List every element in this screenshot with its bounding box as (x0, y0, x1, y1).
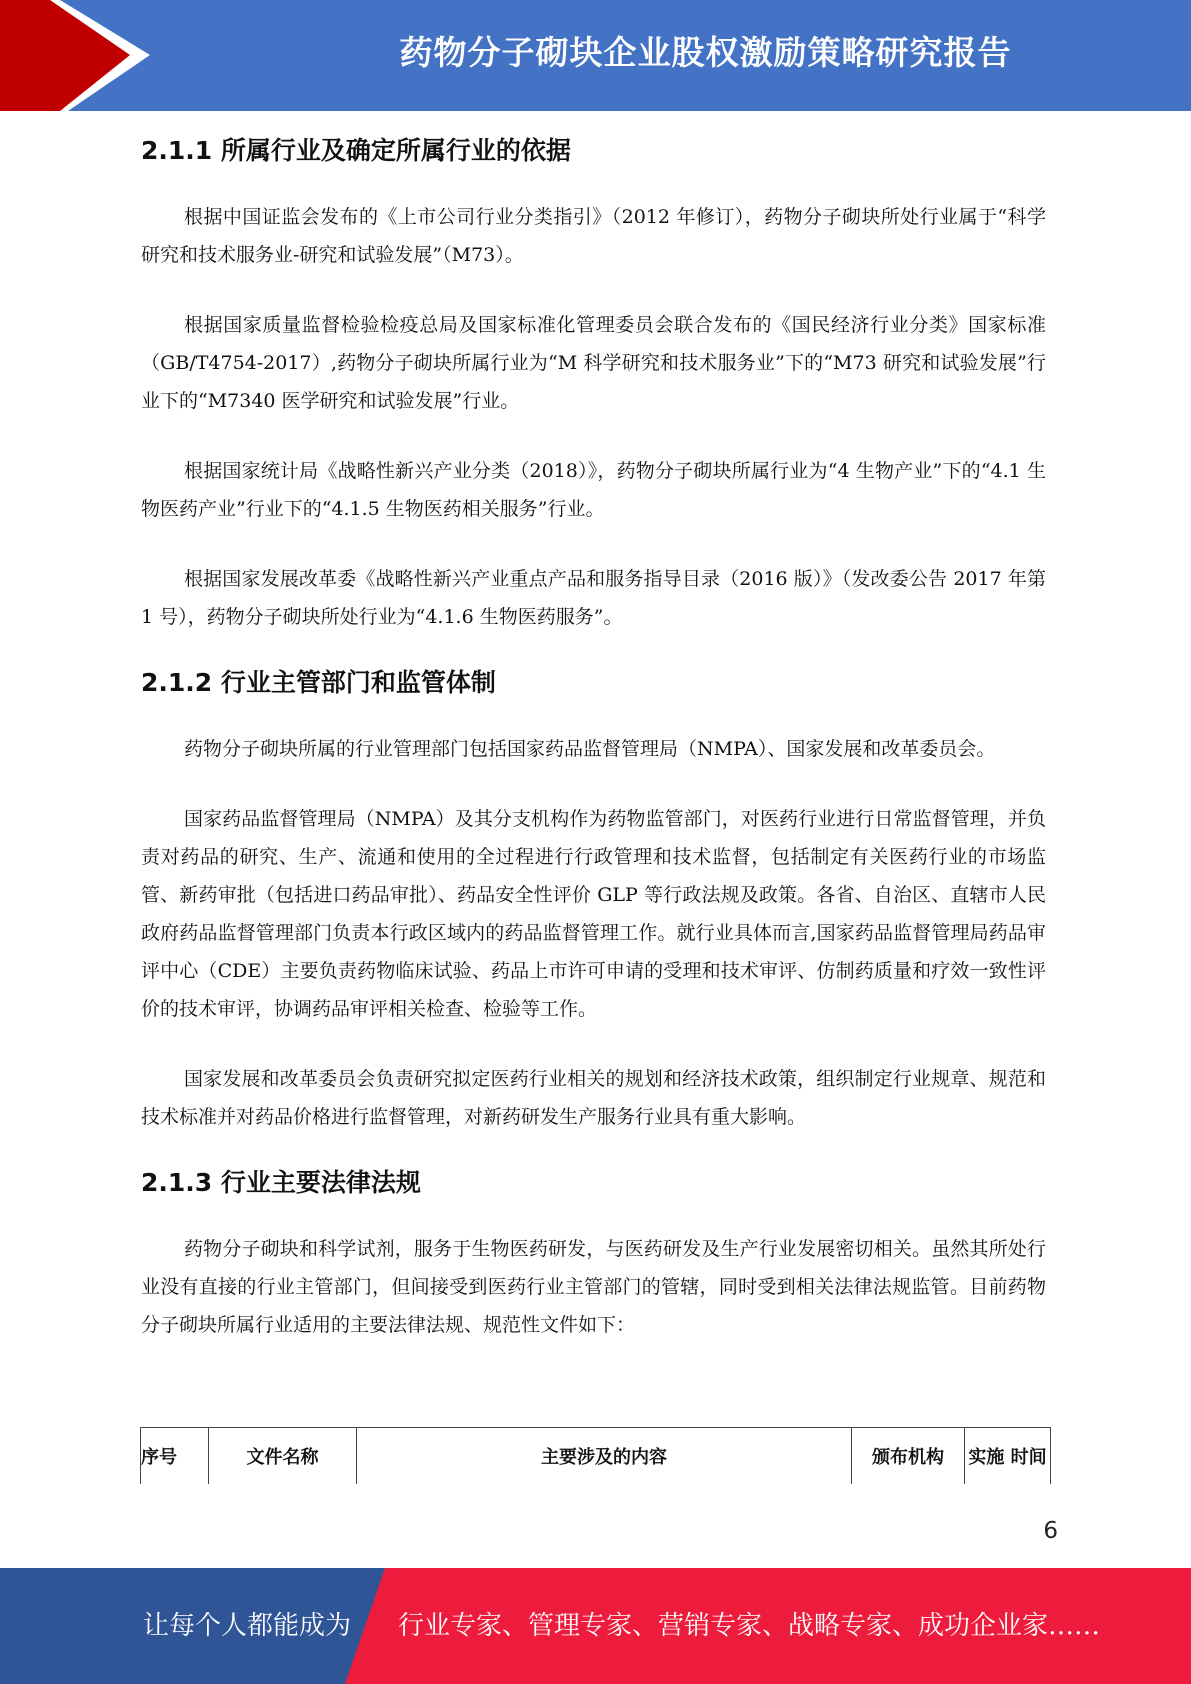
paragraph: 国家药品监督管理局（NMPA）及其分支机构作为药物监管部门，对医药行业进行日常监督管理，并负责对药品的研究、生产、流通和使用的全过程进行行政管理和技术监督，包括制定有关医药行业的市场监管、新药审批（包括进口药品审批）、药品安全性评价 GLP 等行政法规及政策。各省、自治区、直辖市人民政府药品监督管理部门负责本行政区域内的药品监督管理工作。就行业具体而言,国家药品监督管理局药品审评中心（CDE）主要负责药物临床试验、药品上市许可申请的受理和技术审评、仿制药质量和疗效一致性评价的技术审评，协调药品审评相关检查、检验等工作。 (141, 808, 1046, 1020)
paragraph: 国家发展和改革委员会负责研究拟定医药行业相关的规划和经济技术政策，组织制定行业规章、规范和技术标准并对药品价格进行监督管理，对新药研发生产服务行业具有重大影响。 (141, 1068, 1046, 1128)
section-heading-2-1-2: 2.1.2 行业主管部门和监管体制 (141, 668, 496, 697)
column-header-main-content: 主要涉及的内容 (357, 1428, 852, 1485)
column-header-issuing-body: 颁布机构 (852, 1428, 965, 1485)
paragraph: 根据国家统计局《战略性新兴产业分类（2018）》，药物分子砌块所属行业为“4 生物产业”下的“4.1 生物医药产业”行业下的“4.1.5 生物医药相关服务”行业。 (141, 460, 1046, 520)
footer-slogan-left: 让每个人都能成为 (143, 1611, 352, 1641)
report-title: 药物分子砌块企业股权激励策略研究报告 (399, 33, 1012, 72)
column-header-index: 序号 (141, 1428, 209, 1485)
column-header-document-name: 文件名称 (209, 1428, 357, 1485)
section-heading-2-1-1: 2.1.1 所属行业及确定所属行业的依据 (141, 136, 571, 165)
column-header-effective-date: 实施 时间 (965, 1428, 1051, 1485)
main-content (141, 128, 1046, 1344)
table-header-row (141, 1428, 1051, 1485)
page-footer-banner (0, 1568, 1191, 1684)
footer-slogan-right: 行业专家、管理专家、营销专家、战略专家、成功企业家…… (398, 1611, 1101, 1641)
section-heading-2-1-3: 2.1.3 行业主要法律法规 (141, 1168, 421, 1197)
paragraph: 药物分子砌块所属的行业管理部门包括国家药品监督管理局（NMPA）、国家发展和改革委员会。 (184, 738, 996, 760)
paragraph: 根据中国证监会发布的《上市公司行业分类指引》（2012 年修订），药物分子砌块所处行业属于“科学研究和技术服务业-研究和试验发展”（M73）。 (141, 206, 1046, 266)
paragraph: 药物分子砌块和科学试剂，服务于生物医药研发，与医药研发及生产行业发展密切相关。虽然其所处行业没有直接的行业主管部门，但间接受到医药行业主管部门的管辖，同时受到相关法律法规监管。目前药物分子砌块所属行业适用的主要法律法规、规范性文件如下： (141, 1238, 1046, 1336)
regulations-table (140, 1427, 1051, 1484)
paragraph: 根据国家质量监督检验检疫总局及国家标准化管理委员会联合发布的《国民经济行业分类》国家标准（GB/T4754-2017）,药物分子砌块所属行业为“M 科学研究和技术服务业”下的“M73 研究和试验发展”行业下的“M7340 医学研究和试验发展”行业。 (141, 314, 1046, 412)
page-number: 6 (1043, 1518, 1058, 1544)
paragraph: 根据国家发展改革委《战略性新兴产业重点产品和服务指导目录（2016 版）》（发改委公告 2017 年第 1 号），药物分子砌块所处行业为“4.1.6 生物医药服务”。 (141, 568, 1046, 628)
page-header-banner (0, 0, 1191, 111)
